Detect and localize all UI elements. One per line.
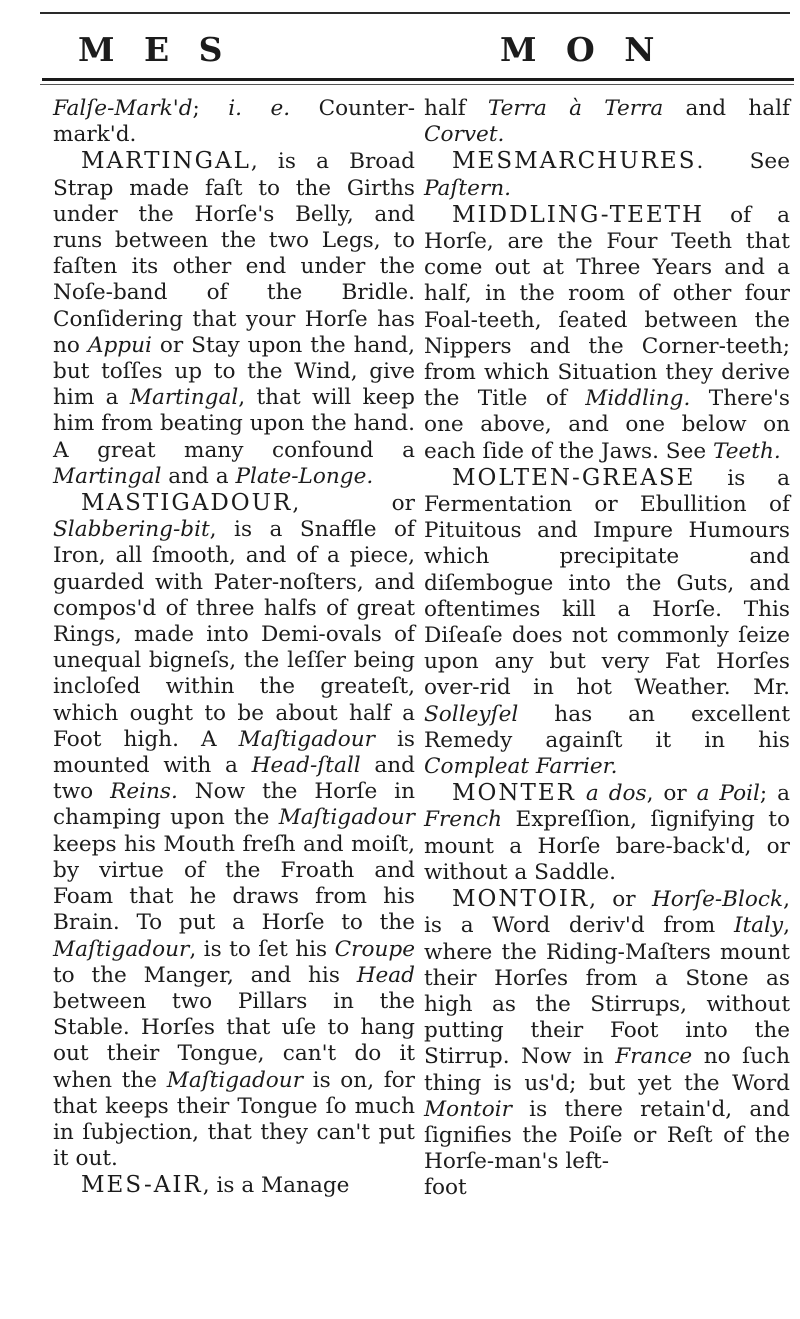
entry-right [424,148,790,201]
entry-right [424,465,790,780]
italic-text: Maſtigadour [166,1067,304,1093]
entry-text: is on, for that keeps their Tongue ſo much in ſubjection, that they can't put it out. [53,1067,416,1172]
headword: MESMARCHURES [452,148,697,175]
entry-text: , is a Broad Strap made faſt to the Girths under the Horſe's Belly, and runs between the two Legs, to faſten its other end under the Noſe-band of the Bridle. Conſidering that your Horſe has no [53,149,415,358]
entry-left [53,490,415,1172]
italic-text: a Poil [696,781,760,807]
italic-text: Martingal [53,463,162,489]
entry-text: and a [161,463,236,489]
entry-text: Counter-mark'd. [53,96,415,148]
entry-text: Now the Horſe in champing upon the [53,779,415,831]
italic-text: Paſtern. [424,175,511,201]
italic-text: Middling. [585,386,691,412]
running-head-left: M E S [78,30,232,69]
headword: MOLTEN-GREASE [452,464,696,491]
italic-text: i. e. [228,96,291,121]
entry-left [53,1172,415,1199]
entry-text: , or [646,781,697,807]
italic-text: Croupe [334,936,415,962]
entry-text: between two Pillars in the Stable. Horſes that uſe to hang out their Tongue, can't do it when the [53,988,415,1093]
entry-left [53,148,415,490]
italic-text: Slabbering-bit [53,517,210,543]
headword: MARTINGAL [81,148,251,175]
entry-right [424,886,790,1175]
entry-text: , is a Word deriv'd from [424,887,790,939]
italic-text: Head [356,962,415,988]
entry-text: ; [192,96,229,121]
entry-right [424,780,790,886]
italic-text: Teeth. [713,438,781,464]
entry-text: , that will keep him from beating upon the hand. A great many confound a [53,385,415,463]
italic-text: Corvet. [424,122,505,148]
italic-text: Maſtigadour [278,805,415,831]
entry-text: or Stay upon the hand, but toſſes up to the Wind, give him a [53,332,415,411]
entry-text: , or [292,491,415,517]
headword: MIDDLING-TEETH [452,201,705,228]
running-head-right: M O N [500,30,664,69]
entry-text: and two [53,753,415,805]
italic-text: Reins. [110,779,178,805]
entry-text: keeps his Mouth freſh and moiſt, by virtue of the Froath and Foam that he draws from his Brain. To put a Horſe to the [53,831,415,936]
italic-text: Solleyſel [424,701,519,727]
headword: MONTOIR [452,886,590,913]
italic-text: Maſtigadour [53,936,190,962]
italic-text: Head-ſtall [251,753,361,779]
entry-text: Expreſſion, ſignifying to mount a Horſe bare-back'd, or without a Saddle. [424,807,790,885]
entry-text: of a Horſe, are the Four Teeth that come out at Three Years and a half, in the room of other four Foal-teeth, ſeated between the Nippers and the Corner-teeth; from which Situation they derive the Title of [424,202,790,412]
entry-text: , is a Snaffle of Iron, all ſmooth, and of a piece, guarded with Pater-noſters, and compos'd of three halfs of great Rings, made into Demi-ovals of unequal bigneſs, the leſſer being incloſed within the greateſt, which ought to be about half a Foot high. A [53,517,415,752]
italic-text: French [424,807,502,833]
entry-text: is a Fermentation or Ebullition of Pituitous and Impure Humours which precipitate and diſembogue into the Guts, and oftentimes kill a Horſe. This Diſeaſe does not commonly ſeize upon any but very Fat Horſes over-rid in hot Weather. Mr. [424,465,790,701]
entry-text: There's one above, and one below on each ſide of the Jaws. See [424,386,791,464]
italic-text: Appui [87,332,152,358]
entry-right [424,202,790,465]
italic-text: a dos [585,781,647,807]
top-rule [40,12,790,14]
italic-text: France [615,1044,693,1070]
entry-text: . See [696,149,790,175]
entry-text [576,781,586,806]
catchword: foot [424,1175,467,1201]
entry-text: half [424,96,488,121]
italic-text: Compleat Farrier. [424,754,618,780]
entry-text: is mounted with a [53,726,415,779]
entry-text: , is to ſet his [189,936,335,962]
entry-text: has an excellent Remedy againſt it in his [424,701,790,753]
italic-text: Plate-Longe. [235,463,374,489]
italic-text: Falſe-Mark'd [53,96,193,121]
italic-text: Italy [733,913,784,939]
right-column [424,96,790,1202]
entry-text: ; a [759,781,790,807]
entry-text: is there retain'd, and ſignifies the Poiſe or Reſt of the Horſe-man's left- [424,1096,790,1175]
italic-text: Horſe-Block [651,887,784,913]
header-rule-thin [40,84,794,85]
entry-text: no ſuch thing is us'd; but yet the Word [424,1044,790,1096]
italic-text: Maſtigadour [238,726,375,752]
italic-text: Terra à Terra [487,96,664,121]
italic-text: Martingal [129,385,239,411]
italic-text: Montoir [424,1096,512,1122]
entry-text: and half [663,96,791,121]
headword: MES-AIR [81,1172,203,1199]
entry-text: to the Manger, and his [53,962,357,988]
entry-left [53,96,415,148]
entry-text: , where the Riding-Maſters mount their Horſes from a Stone as high as the Stirrups, without putting their Foot into the Stirrup. Now in [424,913,790,1070]
entry-right [424,96,790,148]
headword: MASTIGADOUR [81,490,293,517]
entry-text: , or [589,887,652,913]
entry-text: , is a Manage [202,1173,350,1199]
left-column [53,96,415,1200]
headword: MONTER [452,780,576,807]
header-rule [42,78,794,81]
